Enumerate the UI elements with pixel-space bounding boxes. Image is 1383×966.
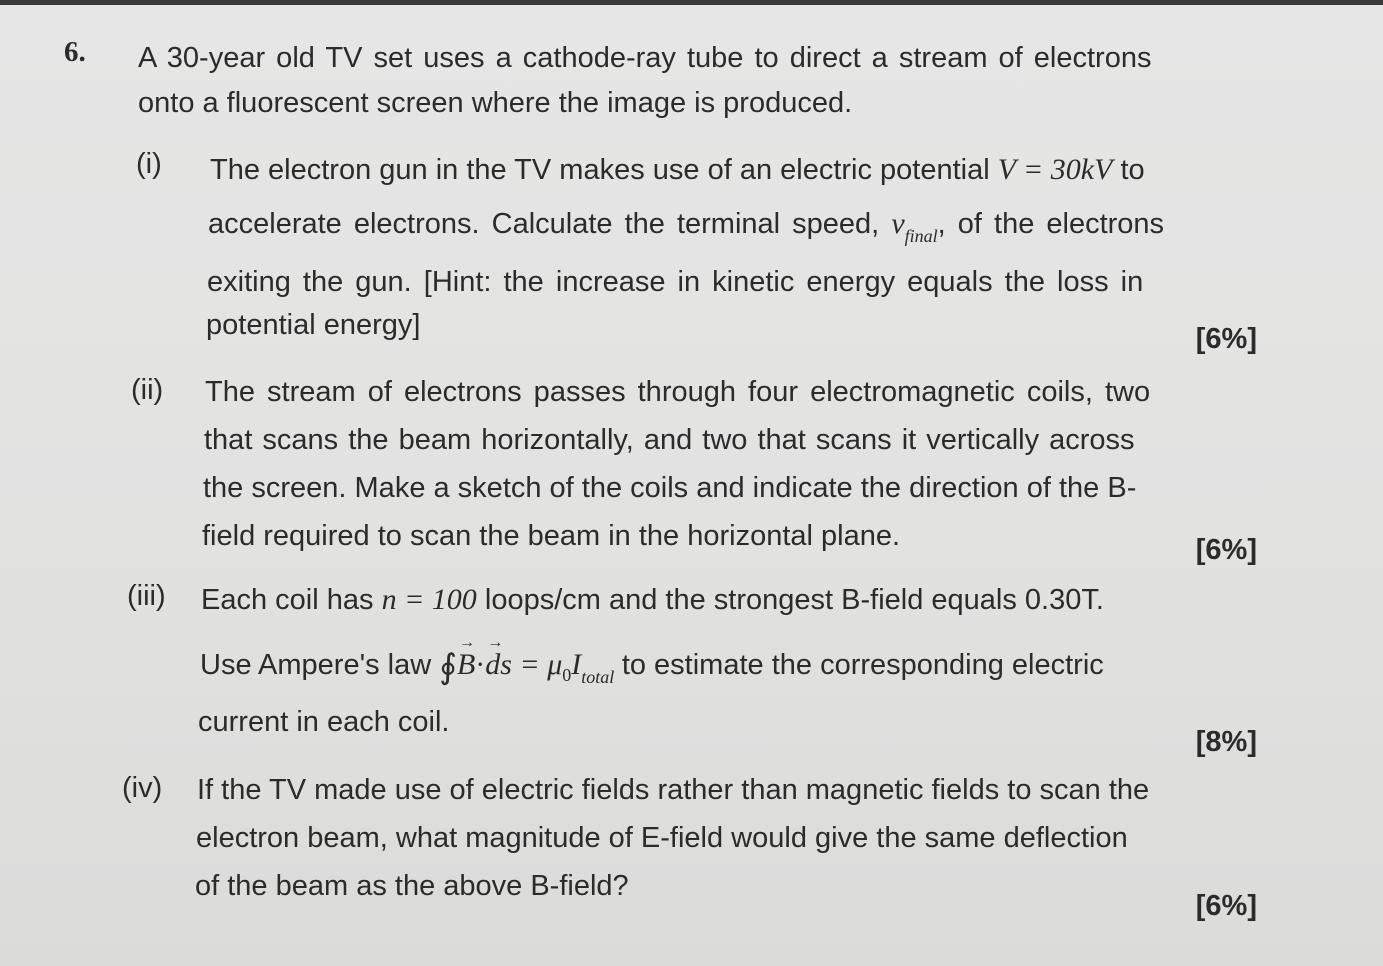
page-top-edge — [0, 0, 1383, 5]
part-ii-line-2: that scans the beam horizontally, and two that scans it vertically across — [204, 424, 1135, 456]
part-i-line-4: potential energy] — [206, 309, 421, 341]
loop-density-expression: n = 100 — [381, 583, 477, 616]
intro-line-2: onto a fluorescent screen where the image is produced. — [138, 87, 853, 119]
part-iii-label: (iii) — [127, 580, 166, 612]
part-iv-label: (iv) — [122, 772, 163, 804]
v-final-symbol: v — [891, 207, 905, 240]
part-i-line-1 — [210, 152, 1145, 188]
part-iii-line-1 — [201, 582, 1104, 618]
part-ii-line-1: The stream of electrons passes through four electromagnetic coils, two — [205, 376, 1151, 408]
part-i-line-1-end: to — [1120, 154, 1145, 186]
part-iv-marks: [6%] — [1195, 890, 1257, 922]
part-ii-marks: [6%] — [1195, 534, 1257, 566]
intro-line-1: A 30-year old TV set uses a cathode-ray tube to direct a stream of electrons — [138, 42, 1152, 74]
part-ii-line-4: field required to scan the beam in the horizontal plane. — [202, 520, 901, 552]
part-i-line-3: exiting the gun. [Hint: the increase in kinetic energy equals the loss in — [207, 266, 1144, 298]
contour-integral-symbol: ∮ — [439, 649, 457, 686]
part-ii-label: (ii) — [131, 374, 164, 406]
question-number: 6. — [64, 36, 86, 68]
part-i-line-1-text: The electron gun in the TV makes use of an electric potential — [210, 154, 990, 186]
part-i-label: (i) — [136, 148, 162, 180]
ampere-law-equation — [439, 648, 622, 687]
part-i-line-2 — [208, 206, 1164, 245]
part-iv-line-2: electron beam, what magnitude of E-field would give the same deflection — [196, 822, 1128, 854]
ds-vector-symbol: → ds — [485, 647, 512, 683]
part-iii-line-1-end: loops/cm and the strongest B-field equals 0.30T. — [484, 584, 1104, 616]
voltage-expression: V = 30kV — [997, 153, 1113, 186]
dot-operator: · — [475, 648, 486, 681]
part-iii-marks: [8%] — [1195, 726, 1257, 758]
mu-subscript: 0 — [562, 665, 572, 685]
current-symbol: I — [571, 648, 582, 681]
part-iv-line-1: If the TV made use of electric fields rather than magnetic fields to scan the — [197, 774, 1150, 806]
part-iii-line-2-end: to estimate the corresponding electric — [621, 649, 1104, 681]
mu-symbol: = μ — [511, 648, 563, 681]
part-iii-line-2 — [200, 646, 1104, 686]
part-ii-line-3: the screen. Make a sketch of the coils and indicate the direction of the B- — [203, 472, 1137, 504]
v-final-subscript: final — [904, 226, 938, 246]
part-iii-line-2-text: Use Ampere's law — [200, 649, 432, 681]
part-iv-line-3: of the beam as the above B-field? — [195, 870, 629, 902]
current-subscript: total — [581, 667, 615, 687]
part-i-line-2-end: , of the electrons — [937, 208, 1165, 240]
part-iii-line-3: current in each coil. — [198, 706, 450, 738]
part-i-line-2-text: accelerate electrons. Calculate the terminal speed, — [208, 208, 880, 240]
b-vector-symbol: → B — [457, 647, 475, 683]
part-iii-line-1-text: Each coil has — [201, 584, 374, 616]
part-i-marks: [6%] — [1195, 323, 1257, 355]
